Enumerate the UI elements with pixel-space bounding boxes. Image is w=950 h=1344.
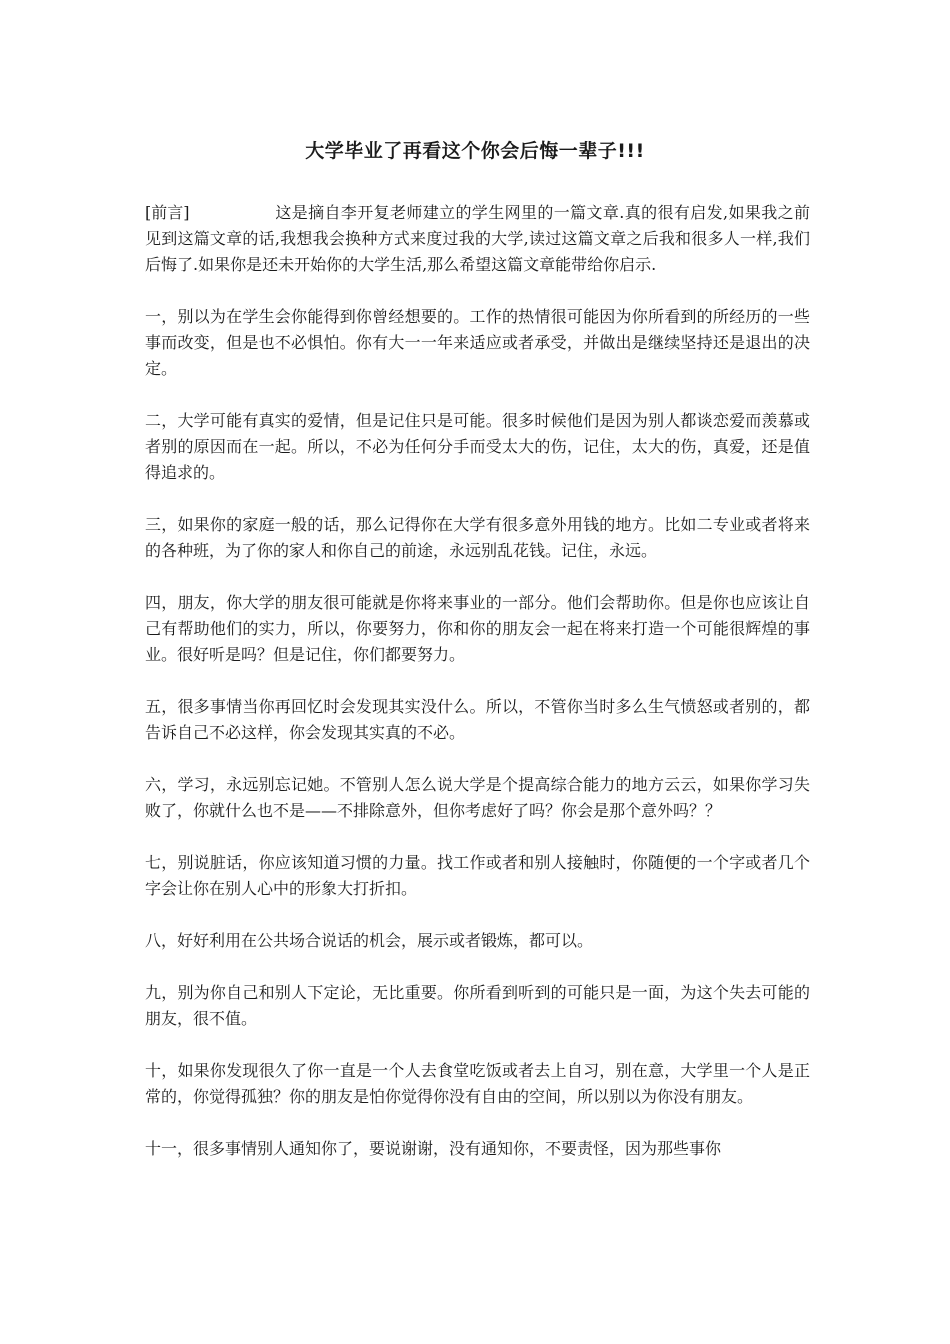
preface-tag: [前言] <box>145 203 190 222</box>
paragraph-7: 七，别说脏话，你应该知道习惯的力量。找工作或者和别人接触时，你随便的一个字或者几个字会让你在别人心中的形象大打折扣。 <box>145 853 810 898</box>
paragraph-9: 九，别为你自己和别人下定论，无比重要。你所看到听到的可能只是一面，为这个失去可能的朋友，很不值。 <box>145 983 810 1028</box>
paragraph-5: 五，很多事情当你再回忆时会发现其实没什么。所以，不管你当时多么生气愤怒或者别的，都告诉自己不必这样，你会发现其实真的不必。 <box>145 697 810 742</box>
paragraph-11: 十一，很多事情别人通知你了，要说谢谢，没有通知你，不要责怪，因为那些事你 <box>145 1139 722 1158</box>
document-body <box>145 200 810 1188</box>
paragraph-4: 四，朋友，你大学的朋友很可能就是你将来事业的一部分。他们会帮助你。但是你也应该让自己有帮助他们的实力，所以，你要努力，你和你的朋友会一起在将来打造一个可能很辉煌的事业。很好听是吗？但是记住，你们都要努力。 <box>145 593 810 664</box>
paragraph-10: 十，如果你发现很久了你一直是一个人去食堂吃饭或者去上自习，别在意，大学里一个人是正常的，你觉得孤独？你的朋友是怕你觉得你没有自由的空间，所以别以为你没有朋友。 <box>145 1061 810 1106</box>
paragraph-8: 八，好好利用在公共场合说话的机会，展示或者锻炼，都可以。 <box>145 931 594 950</box>
paragraph-2: 二，大学可能有真实的爱情，但是记住只是可能。很多时候他们是因为别人都谈恋爱而羡慕或者别的原因而在一起。所以，不必为任何分手而受太大的伤，记住，太大的伤，真爱，还是值得追求的。 <box>145 411 810 482</box>
preface-paragraph <box>145 200 810 278</box>
paragraph-3: 三，如果你的家庭一般的话，那么记得你在大学有很多意外用钱的地方。比如二专业或者将来的各种班，为了你的家人和你自己的前途，永远别乱花钱。记住，永远。 <box>145 515 810 560</box>
paragraph-1: 一，别以为在学生会你能得到你曾经想要的。工作的热情很可能因为你所看到的所经历的一些事而改变，但是也不必惧怕。你有大一一年来适应或者承受，并做出是继续坚持还是退出的决定。 <box>145 307 810 378</box>
document-title: 大学毕业了再看这个你会后悔一辈子!!! <box>305 140 645 162</box>
preface-text: 这是摘自李开复老师建立的学生网里的一篇文章.真的很有启发,如果我之前见到这篇文章的话,我想我会换种方式来度过我的大学,读过这篇文章之后我和很多人一样,我们后悔了.如果你是还未开始你的大学生活,那么希望这篇文章能带给你启示. <box>145 203 810 274</box>
paragraph-6: 六，学习，永远别忘记她。不管别人怎么说大学是个提高综合能力的地方云云，如果你学习失败了，你就什么也不是——不排除意外，但你考虑好了吗？你会是那个意外吗？？ <box>145 775 810 820</box>
